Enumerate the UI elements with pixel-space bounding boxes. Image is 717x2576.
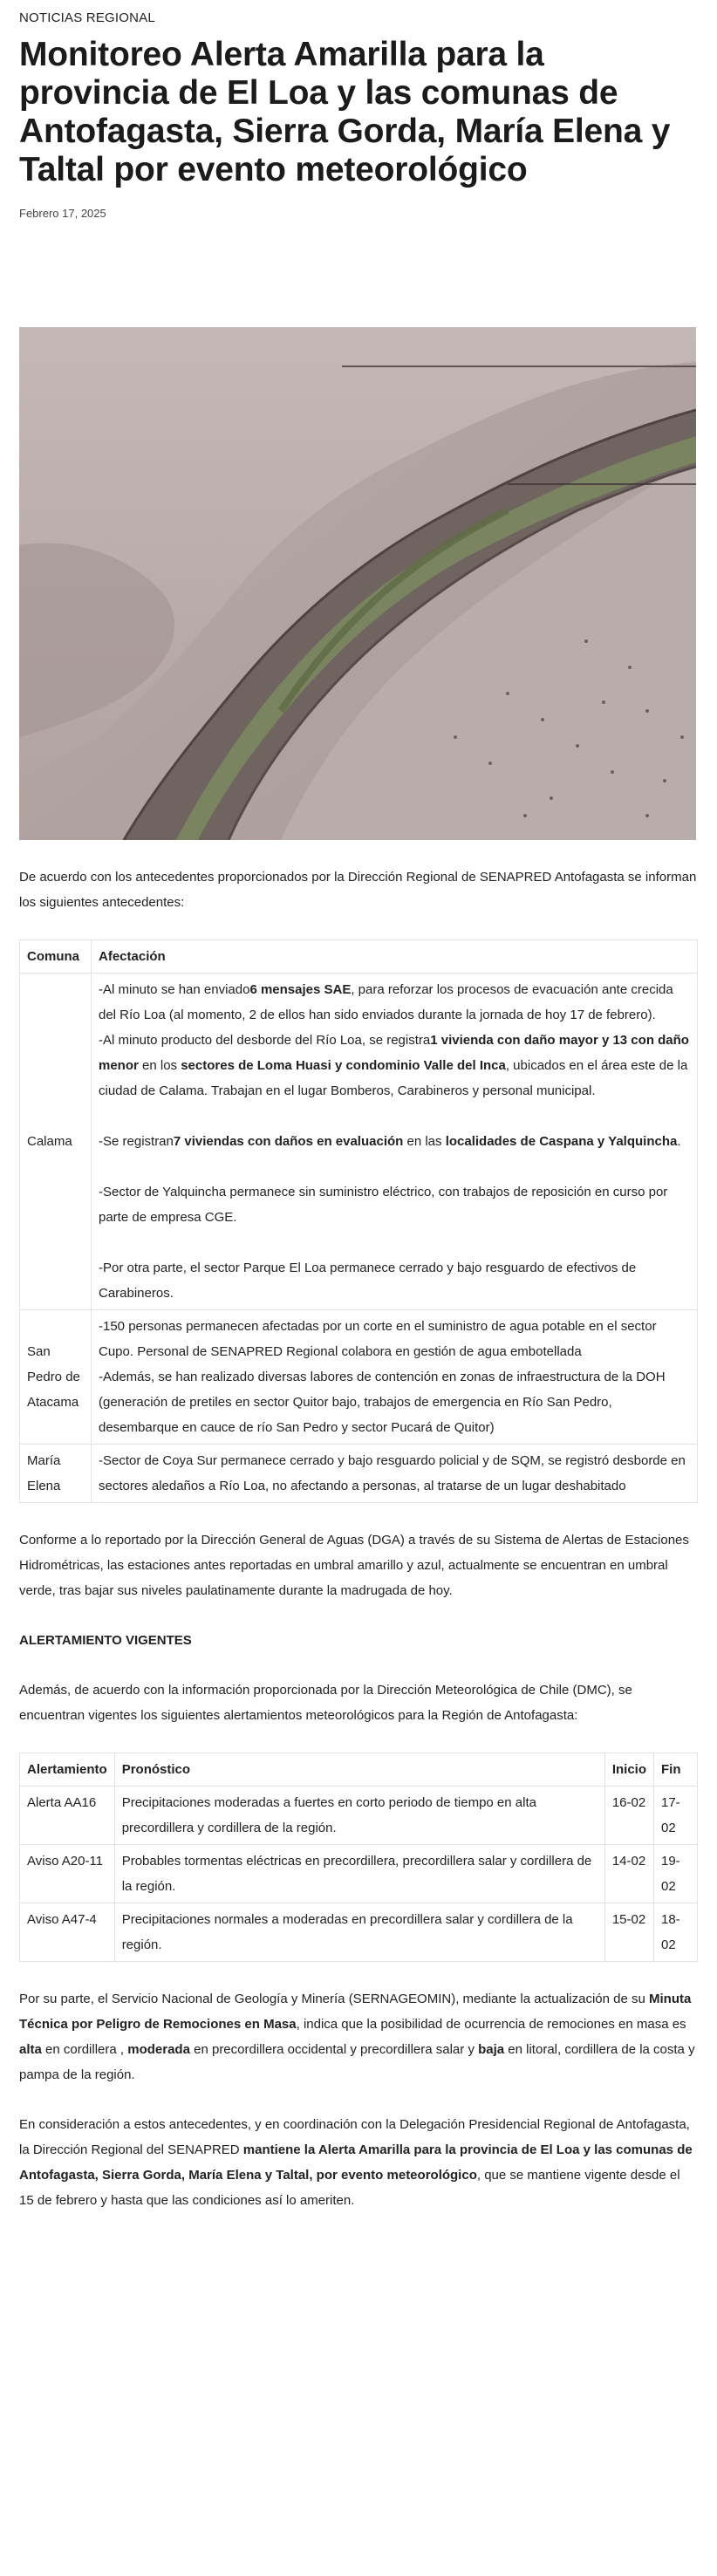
table-header-row: [20, 940, 698, 974]
category-label[interactable]: NOTICIAS REGIONAL: [19, 10, 155, 25]
alert-start: 15-02: [604, 1903, 653, 1962]
alert-forecast: Precipitaciones normales a moderadas en precordillera salar y cordillera de la región.: [114, 1903, 604, 1962]
calama-details: [92, 974, 698, 1310]
table-row: [20, 1903, 698, 1962]
table-row: [20, 974, 698, 1310]
san-pedro-line-1: -150 personas permanecen afectadas por un corte en el suministro de agua potable en el sector Cupo. Personal de SENAPRED Regional colabora en gestión de agua embotellada: [99, 1319, 657, 1359]
alert-end: 18-02: [654, 1903, 698, 1962]
table-row: [20, 1845, 698, 1903]
header-afectacion: Afectación: [92, 940, 698, 974]
alert-end: 19-02: [654, 1845, 698, 1903]
alert-start: 16-02: [604, 1787, 653, 1845]
header-comuna: Comuna: [20, 940, 92, 974]
alert-end: 17-02: [654, 1787, 698, 1845]
alert-id: Aviso A20-11: [20, 1845, 115, 1903]
alert-forecast: Precipitaciones moderadas a fuertes en corto periodo de tiempo en alta precordillera y cordillera de la región.: [114, 1787, 604, 1845]
intro-paragraph: De acuerdo con los antecedentes proporcionados por la Dirección Regional de SENAPRED Antofagasta se informan los siguientes antecedentes:: [19, 870, 697, 910]
alert-start: 14-02: [604, 1845, 653, 1903]
comuna-maria-elena: María Elena: [20, 1445, 92, 1503]
dga-paragraph: Conforme a lo reportado por la Dirección General de Aguas (DGA) a través de su Sistema de Alertas de Estaciones Hidrométricas, las estaciones antes reportadas en umbral amarillo y azul, actualmente se encuentran en umbral verde, tras bajar sus niveles paulatinamente durante la madrugada de hoy.: [19, 1533, 689, 1598]
article-title: Monitoreo Alerta Amarilla para la provincia de El Loa y las comunas de Antofagasta, Sierra Gorda, María Elena y Taltal por evento meteorológico: [19, 36, 671, 188]
alert-id: Alerta AA16: [20, 1787, 115, 1845]
calama-line-5: -Por otra parte, el sector Parque El Loa permanece cerrado y bajo resguardo de efectivos de Carabineros.: [99, 1261, 637, 1301]
comuna-calama: Calama: [20, 974, 92, 1310]
calama-line-3: -Se registran7 viviendas con daños en evaluación en las localidades de Caspana y Yalquincha.: [99, 1134, 681, 1149]
alert-forecast: Probables tormentas eléctricas en precordillera, precordillera salar y cordillera de la región.: [114, 1845, 604, 1903]
affectation-table: [19, 940, 698, 1503]
calama-line-4: -Sector de Yalquincha permanece sin suministro eléctrico, con trabajos de reposición en curso por parte de empresa CGE.: [99, 1185, 668, 1225]
section-heading: ALERTAMIENTO VIGENTES: [19, 1633, 192, 1648]
hero-image: [19, 327, 696, 840]
header-inicio: Inicio: [604, 1753, 653, 1787]
san-pedro-details: [92, 1310, 698, 1445]
maria-elena-details: [92, 1445, 698, 1503]
table-row: [20, 1445, 698, 1503]
alert-id: Aviso A47-4: [20, 1903, 115, 1962]
article-date: Febrero 17, 2025: [19, 207, 106, 220]
header-alertamiento: Alertamiento: [20, 1753, 115, 1787]
calama-line-2: -Al minuto producto del desborde del Río Loa, se registra1 vivienda con daño mayor y 13 con daño menor en los sectores de Loma Huasi y condominio Valle del Inca, ubicados en el área este de la ciudad de Calama. Trabajan en el lugar Bomberos, Carabineros y personal municipal.: [99, 1033, 689, 1098]
header-fin: Fin: [654, 1753, 698, 1787]
san-pedro-line-2: -Además, se han realizado diversas labores de contención en zonas de infraestructura de la DOH (generación de pretiles en sector Quitor bajo, trabajos de emergencia en Río San Pedro, desembarque en cauce de río San Pedro y sector Pucará de Quitor): [99, 1370, 666, 1435]
header-pronostico: Pronóstico: [114, 1753, 604, 1787]
table-row: [20, 1310, 698, 1445]
final-paragraph: En consideración a estos antecedentes, y en coordinación con la Delegación Presidencial Regional de Antofagasta, la Dirección Regional del SENAPRED mantiene la Alerta Amarilla para la provincia de El Loa y las comunas de Antofagasta, Sierra Gorda, María Elena y Taltal, por evento meteorológico, que se mantiene vigente desde el 15 de febrero y hasta que las condiciones así lo ameriten.: [19, 2117, 693, 2208]
comuna-san-pedro: San Pedro de Atacama: [20, 1310, 92, 1445]
maria-elena-line-1: -Sector de Coya Sur permanece cerrado y bajo resguardo policial y de SQM, se registró desborde en sectores aledaños a Río Loa, no afectando a personas, al tratarse de un lugar deshabitado: [99, 1453, 686, 1493]
table-header-row: [20, 1753, 698, 1787]
sernageomin-paragraph: Por su parte, el Servicio Nacional de Geología y Minería (SERNAGEOMIN), mediante la actualización de su Minuta Técnica por Peligro de Remociones en Masa, indica que la posibilidad de ocurrencia de remociones en masa es alta en cordillera , moderada en precordillera occidental y precordillera salar y baja en litoral, cordillera de la costa y pampa de la región.: [19, 1992, 695, 2082]
table-row: [20, 1787, 698, 1845]
aerial-river-canyon-photo-icon: [19, 327, 696, 840]
dmc-paragraph: Además, de acuerdo con la información proporcionada por la Dirección Meteorológica de Chile (DMC), se encuentran vigentes los siguientes alertamientos meteorológicos para la Región de Antofagasta:: [19, 1683, 632, 1723]
calama-line-1: -Al minuto se han enviado6 mensajes SAE, para reforzar los procesos de evacuación ante crecida del Río Loa (al momento, 2 de ellos han sido enviados durante la jornada de hoy 17 de febrero).: [99, 982, 673, 1022]
alerts-table: [19, 1753, 698, 1962]
